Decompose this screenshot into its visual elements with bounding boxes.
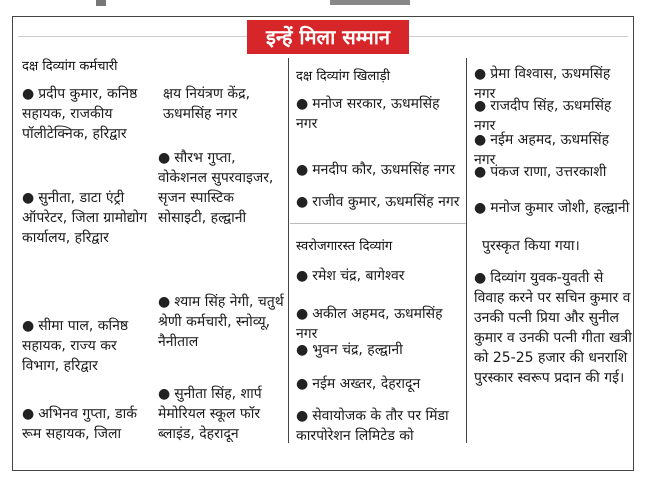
bullet-icon: ●	[158, 150, 171, 166]
col4-item-5	[474, 198, 634, 218]
divider-col3-col4	[466, 58, 467, 443]
bullet-icon: ●	[296, 306, 309, 322]
top-strip-mark-right	[330, 0, 410, 5]
col2-item-2-text: श्याम सिंह नेगी, चतुर्थ श्रेणी कर्मचारी, स्नोव्यू, नैनीताल	[158, 294, 284, 350]
col3-sub-item-3	[296, 340, 464, 360]
col3-heading: दक्ष दिव्यांग खिलाड़ी	[296, 69, 390, 84]
col1-item-2	[22, 188, 157, 248]
col2-item-3-text: सुनीता सिंह, शार्प मेमोरियल स्कूल फॉर ब्लाइंड, देहरादून	[158, 386, 262, 442]
col4-continued-text: पुरस्कृत किया गया।	[482, 238, 580, 254]
bullet-icon: ●	[296, 408, 309, 424]
bullet-icon: ●	[296, 162, 309, 178]
bullet-icon: ●	[474, 200, 487, 216]
bullet-icon: ●	[158, 386, 171, 402]
col4-item-1-text: प्रेमा विश्वास, ऊधमसिंह नगर	[474, 66, 611, 102]
col3-sub-item-5-text: सेवायोजक के तौर पर मिंडा कारपोरेशन लिमिटेड को	[296, 408, 449, 444]
bullet-icon: ●	[296, 194, 309, 210]
col3-item-2-text: मनदीप कौर, ऊधमसिंह नगर	[312, 162, 456, 178]
col2-continued-text: क्षय नियंत्रण केंद्र, ऊधमसिंह नगर	[163, 86, 251, 122]
col3-item-3	[296, 192, 464, 212]
bullet-icon: ●	[296, 268, 309, 284]
col2-item-3	[158, 384, 286, 444]
col3-sub-item-3-text: भुवन चंद्र, हल्द्वानी	[312, 342, 403, 358]
col1-item-4-text: अभिनव गुप्ता, डार्क रूम सहायक, जिला	[22, 406, 137, 442]
bullet-icon: ●	[22, 406, 35, 422]
bullet-icon: ●	[296, 342, 309, 358]
col1-item-1	[22, 84, 157, 144]
bullet-icon: ●	[474, 98, 487, 114]
col4-item-4-text: पंकज राणा, उत्तरकाशी	[490, 164, 607, 180]
bullet-icon: ●	[296, 96, 309, 112]
divider-col3-sections	[290, 223, 466, 224]
top-strip-mark-left	[96, 0, 106, 6]
col2-item-1-text: सौरभ गुप्ता, वोकेशनल सुपरवाइजर, सृजन स्पास्टिक सोसाइटी, हल्द्वानी	[158, 150, 274, 226]
col3-sub-item-4	[296, 374, 464, 394]
col2-item-2	[158, 292, 286, 352]
bullet-icon: ●	[22, 86, 35, 102]
col4-item-2-text: राजदीप सिंह, ऊधमसिंह नगर	[474, 98, 612, 134]
col4-sub-item-1	[474, 268, 634, 388]
bullet-icon: ●	[22, 190, 35, 206]
col1-item-1-text: प्रदीप कुमार, कनिष्ठ सहायक, राजकीय पॉलीटेक्निक, हरिद्वार	[22, 86, 138, 142]
divider-col2-col3	[288, 58, 289, 443]
col3-item-1-text: मनोज सरकार, ऊधमसिंह नगर	[296, 96, 440, 132]
bullet-icon: ●	[158, 294, 171, 310]
col1-item-3-text: सीमा पाल, कनिष्ठ सहायक, राज्य कर विभाग, हरिद्वार	[22, 318, 129, 374]
col4-item-5-text: मनोज कुमार जोशी, हल्द्वानी	[490, 200, 630, 216]
col1-item-3	[22, 316, 157, 376]
col3-item-2	[296, 160, 464, 180]
bullet-icon: ●	[474, 164, 487, 180]
col4-sub-item-1-text: दिव्यांग युवक-युवती से विवाह करने पर सचिन कुमार व उनकी पत्नी प्रिया और सुनील कुमार व उनकी पत्नी गीता खत्री को 25-25 हजार की धनराशि पुरस्कार स्वरूप प्रदान की गई।	[474, 270, 632, 386]
col1-item-2-text: सुनीता, डाटा एंट्री ऑपरेटर, जिला ग्रामोद्योग कार्यालय, हरिद्वार	[22, 190, 148, 246]
col3-sub-item-2-text: अकील अहमद, ऊधमसिंह नगर	[296, 306, 443, 342]
col3-sub-item-1-text: रमेश चंद्र, बागेश्वर	[312, 268, 405, 284]
bullet-icon: ●	[296, 376, 309, 392]
col3-sub-item-1	[296, 266, 464, 286]
bullet-icon: ●	[22, 318, 35, 334]
col3-heading-2: स्वरोजगारस्त दिव्यांग	[296, 239, 393, 254]
col3-item-1	[296, 94, 464, 134]
bullet-icon: ●	[474, 66, 487, 82]
col1-heading: दक्ष दिव्यांग कर्मचारी	[22, 59, 118, 74]
col3-sub-item-2	[296, 304, 464, 344]
col2-item-1	[158, 148, 286, 228]
col1-item-4	[22, 404, 157, 444]
col4-item-3-text: नईम अहमद, ऊधमसिंह नगर	[474, 132, 610, 168]
bullet-icon: ●	[474, 132, 487, 148]
col3-sub-item-4-text: नईम अख्तर, देहरादून	[312, 376, 421, 392]
top-strip	[0, 0, 650, 12]
col3-sub-item-5	[296, 406, 464, 446]
banner-title: इन्हें मिला सम्मान	[247, 20, 409, 54]
col4-item-4	[474, 162, 634, 182]
col3-item-3-text: राजीव कुमार, ऊधमसिंह नगर	[312, 194, 460, 210]
bullet-icon: ●	[474, 270, 487, 286]
